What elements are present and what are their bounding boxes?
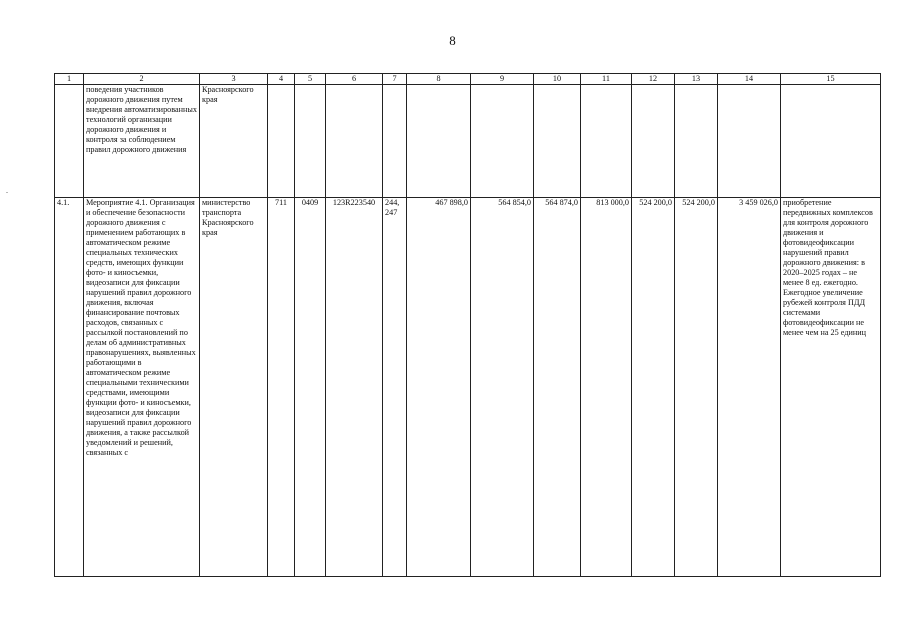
col-header-3: 3 [200, 74, 268, 85]
cell-value [534, 85, 581, 198]
header-row [55, 74, 881, 85]
cell-value [471, 85, 534, 198]
cell-value [581, 85, 632, 198]
cell-value [675, 85, 718, 198]
cell-value-2025: 524 200,0 [675, 198, 718, 577]
col-header-4: 4 [268, 74, 295, 85]
table-row-continued [55, 85, 881, 198]
cell-vr [383, 85, 407, 198]
cell-value-2022: 564 874,0 [534, 198, 581, 577]
col-header-14: 14 [718, 74, 781, 85]
cell-total [718, 85, 781, 198]
cell-number [55, 85, 84, 198]
col-header-13: 13 [675, 74, 718, 85]
cell-grbs [268, 85, 295, 198]
cell-value-2023: 813 000,0 [581, 198, 632, 577]
col-header-12: 12 [632, 74, 675, 85]
cell-measure-name: поведения участников дорожного движения путем внедрения автоматизированных технологий организации дорожного движения и контроля за соблюдением правил дорожного движения [84, 85, 200, 198]
col-header-5: 5 [295, 74, 326, 85]
cell-expected-result: приобретение передвижных комплексов для контроля дорожного движения и фотовидеофиксации нарушений правил дорожного движения: в 2020–2025 годах – не менее 8 ед. ежегодно. Ежегодное увеличение рубежей контроля ПДД системами фотовидеофиксации не менее чем на 25 единиц [781, 198, 881, 577]
margin-mark: . [6, 186, 8, 195]
page-number: 8 [449, 33, 456, 48]
col-header-6: 6 [326, 74, 383, 85]
cell-number: 4.1. [55, 198, 84, 577]
col-header-1: 1 [55, 74, 84, 85]
cell-measure-name: Мероприятие 4.1. Организация и обеспечение безопасности дорожного движения с применением работающих в автоматическом режиме специальных технических средств, имеющих функции фото- и киносъемки, видеозаписи для фиксации нарушений правил дорожного движения, включая финансирование почтовых расходов, связанных с рассылкой постановлений по делам об административных правонарушениях, выявленных работающими в автоматическом режиме специальными техническими средствами, имеющими функции фото- и киносъемки, видеозаписи для фиксации нарушений правил дорожного движения, а также рассылкой уведомлений и решений, связанных с [84, 198, 200, 577]
cell-expected-result [781, 85, 881, 198]
cell-rzpr [295, 85, 326, 198]
cell-value-2024: 524 200,0 [632, 198, 675, 577]
cell-csr: 123R223540 [326, 198, 383, 577]
cell-value [407, 85, 471, 198]
program-table [54, 73, 881, 577]
cell-total: 3 459 026,0 [718, 198, 781, 577]
col-header-10: 10 [534, 74, 581, 85]
cell-value-2021: 564 854,0 [471, 198, 534, 577]
col-header-15: 15 [781, 74, 881, 85]
cell-value [632, 85, 675, 198]
cell-grbs: 711 [268, 198, 295, 577]
cell-vr: 244, 247 [383, 198, 407, 577]
cell-rzpr: 0409 [295, 198, 326, 577]
col-header-7: 7 [383, 74, 407, 85]
table-row-4-1 [55, 198, 881, 577]
col-header-2: 2 [84, 74, 200, 85]
cell-csr [326, 85, 383, 198]
cell-executor: Красноярского края [200, 85, 268, 198]
col-header-11: 11 [581, 74, 632, 85]
cell-executor: министерство транспорта Красноярского края [200, 198, 268, 577]
cell-value-2020: 467 898,0 [407, 198, 471, 577]
col-header-9: 9 [471, 74, 534, 85]
col-header-8: 8 [407, 74, 471, 85]
